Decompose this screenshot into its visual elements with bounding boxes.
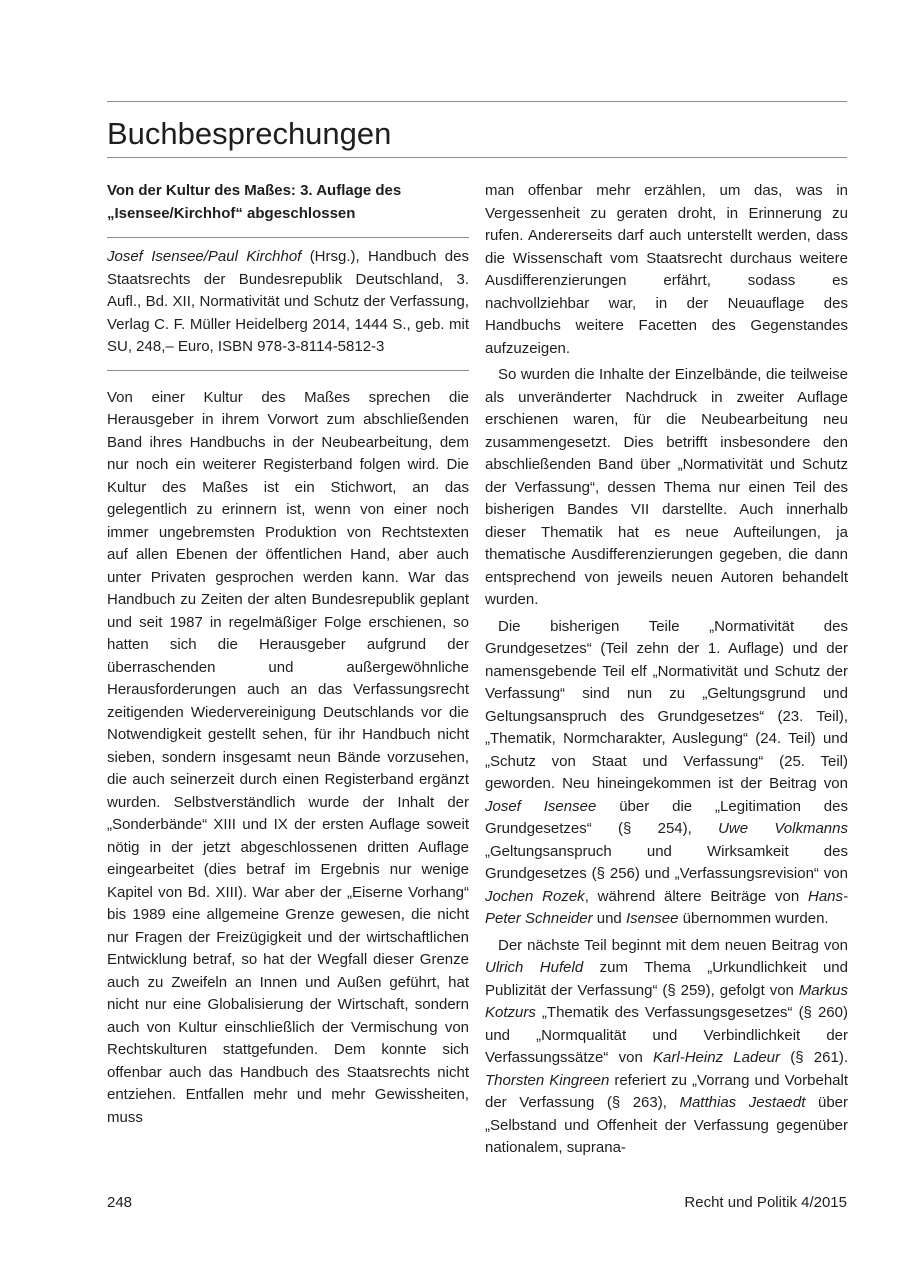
author-name: Josef Isensee xyxy=(485,797,597,815)
author-name: Uwe Volkmanns xyxy=(718,820,848,837)
review-heading: Von der Kultur des Maßes: 3. Auflage des „Isensee/Kirchhof“ abgeschlossen xyxy=(107,182,402,222)
right-column xyxy=(485,180,848,1164)
author-name: Matthias Jestaedt xyxy=(679,1094,806,1111)
author-name: Karl-Heinz Ladeur xyxy=(653,1049,780,1066)
p4-text-e: referiert zu „Vorrang und Vorbehalt der Verfassung (§ 263), xyxy=(485,1071,848,1111)
p4-text-f: über „Selbstand und Offenheit der Verfassung gegenüber nationalem, suprana- xyxy=(485,1094,848,1156)
bib-rule xyxy=(107,370,469,371)
author-name: Hans-Peter Schneider xyxy=(485,887,848,927)
p4-text-d: (§ 261). xyxy=(780,1049,848,1066)
right-paragraph-2: So wurden die Inhalte der Einzelbände, die teilweise als unveränderter Nachdruck in zweiter Auflage erschienen waren, für die Neubearbeitung neu zusammengesetzt. Dies betrifft insbesondere den abschließenden Band über „Normativität und Schutz der Verfassung“, dessen Thema nur einen Teil des bisherigen Bandes VII darstellte. Auch innerhalb dieser Thematik hat es neue Aufteilungen, ja thematische Ausdifferenzierungen gegeben, die dann entsprechend von jeweils neuen Autoren behandelt wurden. xyxy=(485,366,848,608)
journal-issue: Recht und Politik 4/2015 xyxy=(684,1194,847,1211)
heading-rule xyxy=(107,237,469,238)
right-paragraph-1: man offenbar mehr erzählen, um das, was in Vergessenheit zu geraten droht, in Erinnerung zu rufen. Andererseits darf auch unterstellt werden, dass die Wissenschaft vom Staatsrecht durchaus weitere Ausdifferenzierungen erfährt, sodass es nachvollziehbar war, in der Neuauflage des Handbuchs weitere Facetten des Gegenstandes aufzuzeigen. xyxy=(485,182,848,357)
p4-text-a: Der nächste Teil beginnt mit dem neuen Beitrag von xyxy=(498,936,848,954)
author-name: Thorsten Kingreen xyxy=(485,1071,610,1089)
p3-text-c: „Geltungsanspruch und Wirksamkeit des Grundgesetzes (§ 256) und „Verfassungsrevision“ von xyxy=(485,842,848,882)
p3-text-f: übernommen wurden. xyxy=(678,910,829,927)
left-column xyxy=(107,180,469,1129)
p3-text-b: über die „Legitimation des Grundgesetzes“ (§ 254), xyxy=(485,797,848,837)
section-title: Buchbesprechungen xyxy=(107,116,392,151)
p4-text-c: „Thematik des Verfassungsgesetzes“ (§ 260) und „Normqualität und Verbindlichkeit der Verfassungssätze“ von xyxy=(485,1004,848,1066)
title-rule xyxy=(107,157,847,158)
right-paragraph-4 xyxy=(485,935,848,1160)
p4-text-b: zum Thema „Urkundlichkeit und Publizität der Verfassung“ (§ 259), gefolgt von xyxy=(485,959,848,999)
bib-editors: Josef Isensee/Paul Kirchhof xyxy=(107,248,302,265)
left-paragraph-1: Von einer Kultur des Maßes sprechen die Herausgeber in ihrem Vorwort zum abschließenden Band ihres Handbuchs in der Neubearbeitung, dem nur noch ein weiterer Registerband folgen wird. Die Kultur des Maßes ist ein Stichwort, an das gelegentlich zu erinnern ist, wenn von einer noch immer ungebremsten Produktion von Rechtstexten auf allen Ebenen der öffentlichen Hand, aber auch unter Privaten gesprochen werden kann. War das Handbuch zu Zeiten der alten Bundesrepublik geplant und seit 1987 in regelmäßiger Folge erschienen, so hatten sich die Herausgeber aufgrund der überraschenden und außergewöhnliche Herausforderungen auch an das Verfassungsrecht zeitigenden Wiedervereinigung Deutschlands vor die Notwendigkeit gestellt sehen, für ihr Handbuch nicht sieben, sondern insgesamt neun Bände vorzusehen, die auch seinerzeit durch einen Registerband ergänzt wurden. Selbstverständlich wurde der Inhalt der „Sonderbände“ XIII und IX der ersten Auflage soweit nötig in der jetzt abgeschlossenen dritten Auflage eingearbeitet (dies betraf im Ergebnis nur wenige Kapitel von Bd. XIII). War aber der „Eiserne Vorhang“ bis 1989 eine allgemeine Grenze gewesen, die nicht nur Fragen der Freizügigkeit und der wirtschaftlichen Entwicklung betraf, so hat der Wegfall dieser Grenze auch zu Zweifeln an Innen und Außen geführt, hat nicht nur eine Globalisierung der Wirtschaft, sondern auch von Kultur einschließlich der Vermischung von Rechtskulturen stattgefunden. Dem konnte sich offenbar auch das Handbuch des Staatsrechts nicht entziehen. Entfallen mehr und mehr Gewissheiten, muss xyxy=(107,388,469,1126)
bibliographic-entry xyxy=(107,246,469,359)
p3-text-e: und xyxy=(592,910,626,927)
author-name: Ulrich Hufeld xyxy=(485,959,584,976)
bib-details: (Hrsg.), Handbuch des Staatsrechts der Bundesrepublik Deutschland, 3. Aufl., Bd. XII, Normativität und Schutz der Verfassung, Verlag C. F. Müller Heidelberg 2014, 1444 S., geb. mit SU, 248,– Euro, ISBN 978-3-8114-5812-3 xyxy=(107,248,469,355)
author-name: Isensee xyxy=(625,910,679,927)
p3-text-d: , während ältere Beiträge von xyxy=(584,887,808,905)
right-paragraph-3 xyxy=(485,616,848,931)
p3-text-a: Die bisherigen Teile „Normativität des Grundgesetzes“ (Teil zehn der 1. Auflage) und der namensgebende Teil elf „Normativität und Schutz der Verfassung“ sind nun zu „Geltungsgrund und Geltungsanspruch des Grundgesetzes“ (23. Teil), „Thematik, Normcharakter, Auslegung“ (24. Teil) und „Schutz von Staat und Verfassung“ (25. Teil) geworden. Neu hineingekommen ist der Beitrag von xyxy=(485,617,848,792)
top-rule xyxy=(107,101,847,102)
author-name: Markus Kotzurs xyxy=(485,981,848,1021)
page-number: 248 xyxy=(107,1194,133,1211)
author-name: Jochen Rozek xyxy=(485,887,585,905)
